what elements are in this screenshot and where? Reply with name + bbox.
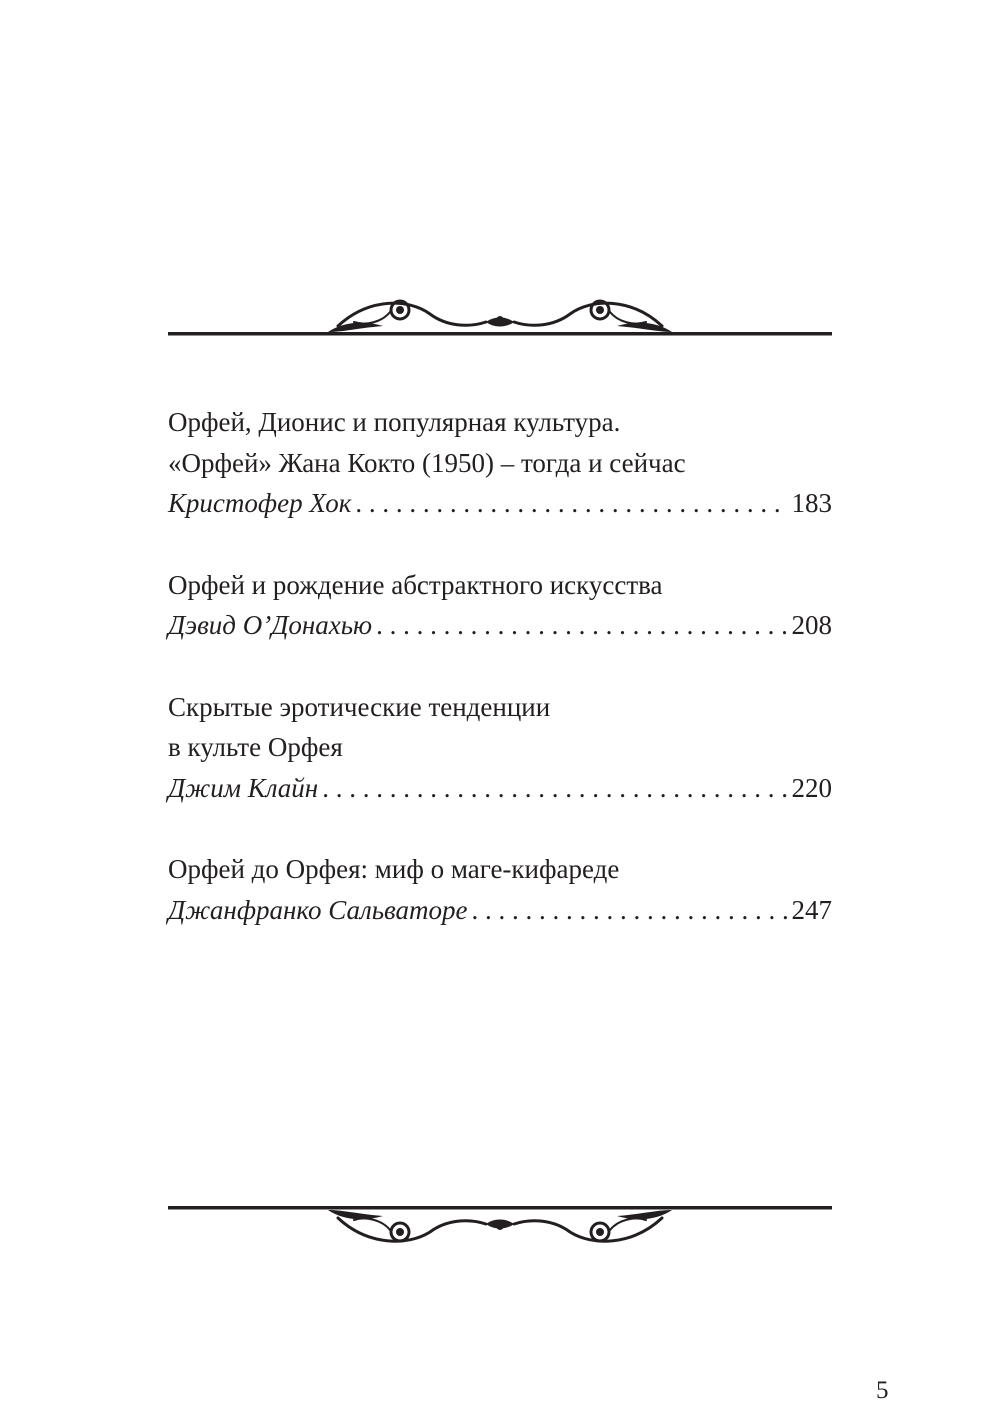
dot-leader [472,890,788,931]
toc-entry[interactable] [168,849,832,930]
entry-author: Джанфранко Сальваторе [168,894,468,925]
entry-author-line [168,483,832,524]
bottom-scroll-ornament-icon [168,1196,832,1256]
dot-leader [322,768,787,809]
entry-page: 247 [791,894,832,925]
entry-title-line: Орфей до Орфея: миф о маге-кифареде [168,854,620,884]
entry-author-line [168,890,832,931]
toc-entry[interactable] [168,402,832,524]
toc-entry[interactable] [168,565,832,646]
entry-author-line [168,768,832,809]
entry-title-line: Орфей, Дионис и популярная культура. [168,407,621,437]
toc-entry[interactable] [168,687,832,809]
entry-author: Джим Клайн [168,772,319,803]
entry-author: Кристофер Хок [168,488,352,518]
entry-page: 183 [791,488,832,518]
page-number: 5 [876,1377,889,1404]
top-scroll-ornament-icon [168,292,832,352]
entry-page: 208 [791,610,832,640]
entry-title-line: Скрытые эротические тенденции [168,691,551,722]
table-of-contents [168,402,832,930]
dot-leader [355,483,787,524]
entry-title-line: Орфей и рождение абстрактного искусства [168,569,663,600]
dot-leader [376,605,787,646]
entry-page: 220 [791,772,832,803]
entry-title-line: в культе Орфея [168,732,343,762]
entry-author-line [168,605,832,646]
entry-title-line: «Орфей» Жана Кокто (1950) – тогда и сейчас [168,447,686,478]
entry-author: Дэвид О’Донахью [168,610,373,640]
